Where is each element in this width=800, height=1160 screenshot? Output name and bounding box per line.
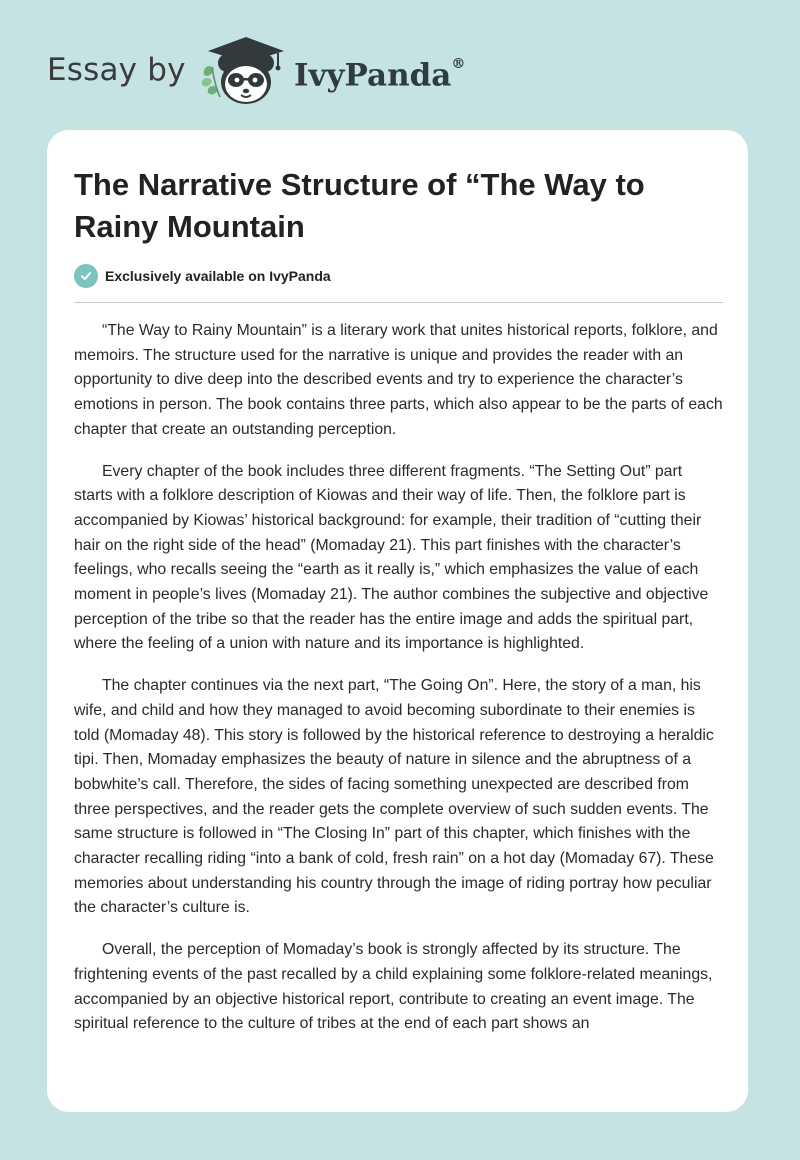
essay-body [74,319,723,1054]
exclusive-badge-text: Exclusively available on IvyPanda [105,268,331,284]
check-icon [74,264,98,288]
divider [74,302,723,303]
ivypanda-logo-icon[interactable] [200,35,292,109]
paragraph: “The Way to Rainy Mountain” is a literary work that unites historical reports, folklore, and memoirs. The structure used for the narrative is unique and provides the reader with an opportunity to dive deep into the described events and try to experience the character’s emotions in person. The book contains three parts, which also appear to be the parts of each chapter that create an outstanding perception. [74,322,723,438]
essay-by-label: Essay by [47,52,186,88]
paragraph: Overall, the perception of Momaday’s book is strongly affected by its structure. The frightening events of the past recalled by a child explaining some folklore-related meanings, accompanied by an objective historical report, contribute to creating an event image. The spiritual reference to the culture of tribes at the end of each part shows an [74,941,713,1033]
essay-card [47,130,748,1112]
registered-mark: ® [451,56,466,72]
brand-name[interactable] [294,50,465,95]
exclusive-badge [74,263,331,289]
essay-title: The Narrative Structure of “The Way to Rainy Mountain [74,167,645,244]
paragraph: Every chapter of the book includes three different fragments. “The Setting Out” part starts with a folklore description of Kiowas and their way of life. Then, the folklore part is accompanied by Kiowas’ historical background: for example, their tradition of “cutting their hair on the right side of the head” (Momaday 21). This part finishes with the character’s feelings, who recalls seeing the “earth as it really is,” which emphasizes the value of each moment in people’s lives (Momaday 21). The author combines the subjective and objective perception of the tribe so that the reader has the entire image and adds the spiritual part, where the feeling of a union with nature and its importance is highlighted. [74,462,709,653]
paragraph: The chapter continues via the next part, “The Going On”. Here, the story of a man, his wife, and child and how they managed to avoid becoming subordinate to their enemies is told (Momaday 48). This story is followed by the historical reference to destroying a heraldic tipi. Then, Momaday emphasizes the beauty of nature in silence and the abruptness of a bobwhite’s call. Therefore, the sides of facing something unexpected are described from three perspectives, and the reader gets the complete overview of such sudden events. The same structure is followed in “The Closing In” part of this chapter, which finishes with the character recalling riding “into a bank of cold, fresh rain” on a hot day (Momaday 67). These memories about understanding his country through the image of riding portray how peculiar the character’s culture is. [74,677,714,917]
leaf-icon [202,66,220,97]
brand-text: IvyPanda [294,57,452,94]
site-header [0,0,800,130]
